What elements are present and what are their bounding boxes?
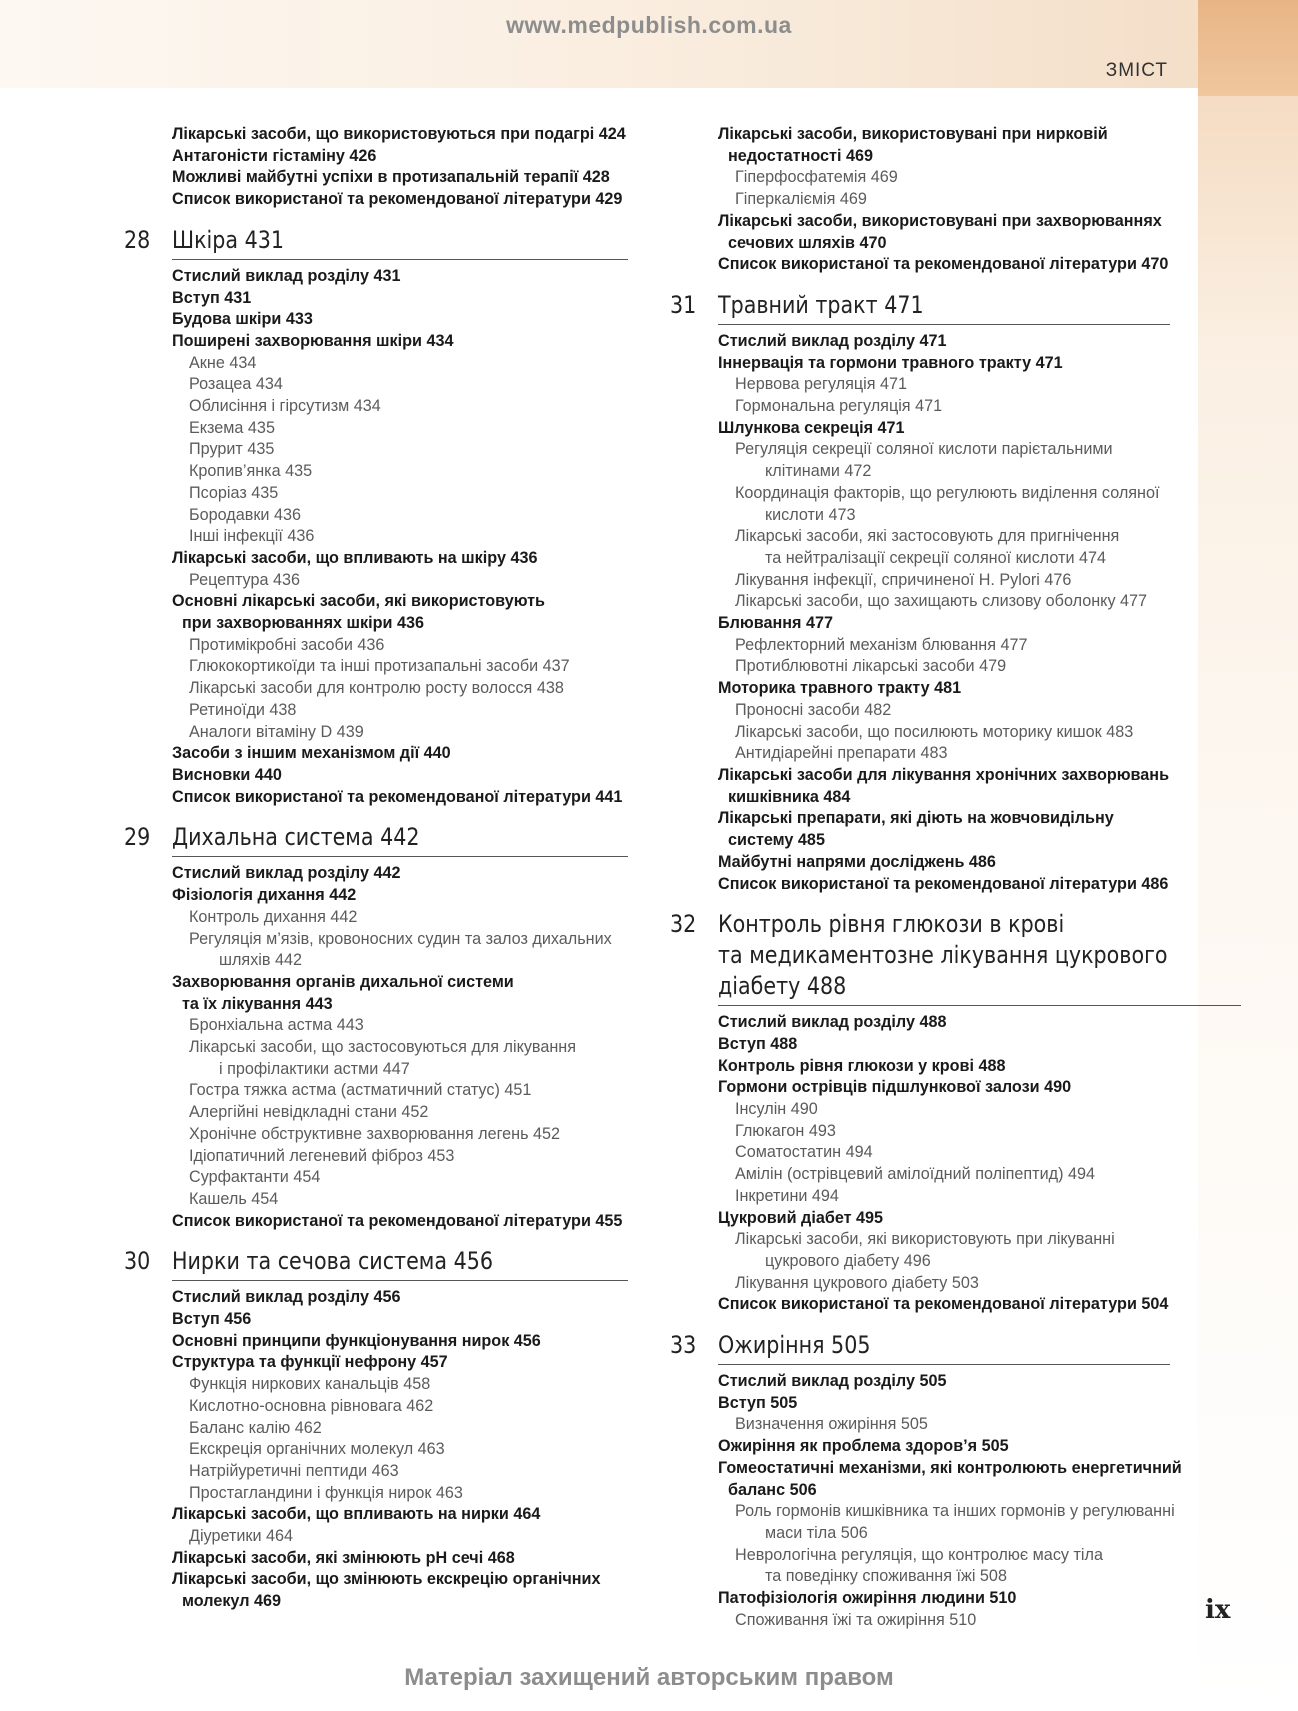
toc-entry: Рецептура 436 xyxy=(189,570,300,589)
toc-entry: Лікарські засоби, що захищають слизову оболонку 477 xyxy=(735,592,1148,611)
chapter-title: Ожиріння 505 xyxy=(718,1330,1170,1365)
page-edge-strip xyxy=(1198,0,1298,1711)
toc-entry: Основні лікарські засоби, які використовують xyxy=(172,592,545,611)
toc-entry: Блювання 477 xyxy=(718,614,833,633)
toc-entry: Лікарські засоби, які змінюють pH сечі 468 xyxy=(172,1548,515,1567)
toc-entry: Засоби з іншим механізмом дії 440 xyxy=(172,744,451,763)
toc-entry: Стислий виклад розділу 431 xyxy=(172,266,401,285)
toc-entry: Аналоги вітаміну D 439 xyxy=(189,722,364,741)
toc-entry: Глюкагон 493 xyxy=(735,1121,836,1140)
toc-left-column xyxy=(124,124,628,1613)
toc-entry: Шлункова секреція 471 xyxy=(718,418,905,437)
chapter-heading xyxy=(124,225,628,260)
toc-entry: та нейтралізації секреції соляної кислоти 474 xyxy=(765,548,1107,567)
toc-entry: Протимікробні засоби 436 xyxy=(189,635,385,654)
toc-entry: Стислий виклад розділу 456 xyxy=(172,1288,401,1307)
toc-entry: Гіперкаліємія 469 xyxy=(735,190,867,209)
toc-entry: Визначення ожиріння 505 xyxy=(735,1415,928,1434)
toc-entry: Фізіологія дихання 442 xyxy=(172,886,357,905)
toc-entry: Стислий виклад розділу 442 xyxy=(172,864,401,883)
toc-entry: Акне 434 xyxy=(189,353,257,372)
toc-entry: Інсулін 490 xyxy=(735,1100,818,1119)
toc-entry: Будова шкіри 433 xyxy=(172,310,313,329)
toc-entry: і профілактики астми 447 xyxy=(219,1059,410,1078)
toc-entry: Інші інфекції 436 xyxy=(189,527,315,546)
toc-entry: Псоріаз 435 xyxy=(189,483,279,502)
toc-entry: Список використаної та рекомендованої літератури 486 xyxy=(718,874,1169,893)
toc-entry: Регуляція м’язів, кровоносних судин та залоз дихальних xyxy=(189,929,612,948)
toc-entry: Лікарські препарати, які діють на жовчовидільну xyxy=(718,809,1114,828)
toc-entry: Лікарські засоби, що застосовуються для лікування xyxy=(189,1038,576,1057)
toc-entry: Лікарські засоби для контролю росту волосся 438 xyxy=(189,679,564,698)
toc-entry: Лікарські засоби, які застосовують для пригнічення xyxy=(735,527,1120,546)
toc-entry: Соматостатин 494 xyxy=(735,1143,873,1162)
toc-entry: Регуляція секреції соляної кислоти парієтальними xyxy=(735,440,1113,459)
toc-entry: Проносні засоби 482 xyxy=(735,700,892,719)
toc-entry: Цукровий діабет 495 xyxy=(718,1208,884,1227)
toc-entry: Майбутні напрями досліджень 486 xyxy=(718,852,996,871)
toc-entry: Кашель 454 xyxy=(189,1189,279,1208)
chapter-title: Нирки та сечова система 456 xyxy=(172,1246,628,1281)
toc-entry: Лікарські засоби, використовувані при захворюваннях xyxy=(718,211,1162,230)
toc-entry: Простагландини і функція нирок 463 xyxy=(189,1483,463,1502)
toc-entry: кишківника 484 xyxy=(728,787,851,806)
toc-entry: кислоти 473 xyxy=(765,505,856,524)
toc-entry: при захворюваннях шкіри 436 xyxy=(182,614,424,633)
toc-entry: Список використаної та рекомендованої літератури 504 xyxy=(718,1295,1169,1314)
watermark-bottom: Матеріал захищений авторським правом xyxy=(404,1664,894,1691)
toc-entry: Поширені захворювання шкіри 434 xyxy=(172,331,454,350)
toc-entry: Прурит 435 xyxy=(189,440,275,459)
toc-entry: маси тіла 506 xyxy=(765,1523,868,1542)
toc-entry: Лікування цукрового діабету 503 xyxy=(735,1273,979,1292)
toc-entry: Сурфактанти 454 xyxy=(189,1168,321,1187)
toc-entry: Лікування інфекції, спричиненої H. Pylori 476 xyxy=(735,570,1072,589)
toc-entry: Гомеостатичні механізми, які контролюють енергетичний xyxy=(718,1458,1182,1477)
running-header: ЗМІСТ xyxy=(1105,60,1168,81)
toc-entry: Екскреція органічних молекул 463 xyxy=(189,1440,445,1459)
toc-entry: та їх лікування 443 xyxy=(182,994,333,1013)
toc-entry: Стислий виклад розділу 471 xyxy=(718,331,947,350)
toc-entry: Гіперфосфатемія 469 xyxy=(735,168,898,187)
toc-entry: систему 485 xyxy=(728,831,825,850)
toc-entry: Лікарські засоби, що змінюють екскрецію органічних xyxy=(172,1570,601,1589)
toc-entry: Стислий виклад розділу 505 xyxy=(718,1372,947,1391)
chapter-number: 30 xyxy=(124,1247,151,1276)
toc-entry: Ожиріння як проблема здоров’я 505 xyxy=(718,1437,1009,1456)
chapter-number: 31 xyxy=(670,290,697,319)
toc-entry: Антагоністи гістаміну 426 xyxy=(172,146,377,165)
toc-entry: Баланс калію 462 xyxy=(189,1418,322,1437)
toc-entry: сечових шляхів 470 xyxy=(728,233,887,252)
toc-entry: Лікарські засоби, що використовуються при подагрі 424 xyxy=(172,125,626,143)
toc-entry: Гормони острівців підшлункової залози 490 xyxy=(718,1078,1072,1097)
toc-entry: Висновки 440 xyxy=(172,765,282,784)
chapter-heading xyxy=(124,1246,628,1281)
toc-entry: баланс 506 xyxy=(728,1480,817,1499)
chapter-number: 32 xyxy=(670,910,697,939)
toc-entry: Діуретики 464 xyxy=(189,1527,294,1546)
toc-entry: Стислий виклад розділу 488 xyxy=(718,1013,947,1032)
toc-entry: Вступ 505 xyxy=(718,1393,798,1412)
toc-entry: шляхів 442 xyxy=(219,951,302,970)
toc-entry: Амілін (острівцевий амілоїдний поліпептид) 494 xyxy=(735,1165,1095,1184)
toc-entry: Ретиноїди 438 xyxy=(189,700,297,719)
toc-entry: Споживання їжі та ожиріння 510 xyxy=(735,1610,977,1629)
toc-entry: Натрійуретичні пептиди 463 xyxy=(189,1461,399,1480)
toc-entry: Екзема 435 xyxy=(189,418,275,437)
toc-entry: Моторика травного тракту 481 xyxy=(718,679,962,698)
toc-entry: Захворювання органів дихальної системи xyxy=(172,972,514,991)
toc-entry: Бронхіальна астма 443 xyxy=(189,1016,364,1035)
chapter-title: Шкіра 431 xyxy=(172,225,628,260)
toc-entry: цукрового діабету 496 xyxy=(765,1251,931,1270)
toc-entry: Кропив’янка 435 xyxy=(189,462,313,481)
toc-entry: Лікарські засоби, що впливають на шкіру 436 xyxy=(172,548,538,567)
chapter-heading xyxy=(670,909,1170,1006)
toc-entry: Список використаної та рекомендованої літератури 455 xyxy=(172,1211,623,1230)
toc-entry: Контроль рівня глюкози у крові 488 xyxy=(718,1056,1006,1075)
page-number: ix xyxy=(1205,1595,1231,1625)
toc-entry: Протиблювотні лікарські засоби 479 xyxy=(735,657,1007,676)
toc-entry: молекул 469 xyxy=(182,1592,281,1611)
toc-entry: Лікарські засоби для лікування хронічних захворювань xyxy=(718,765,1170,784)
toc-entry: Основні принципи функціонування нирок 456 xyxy=(172,1331,541,1350)
toc-entry: Кислотно-основна рівновага 462 xyxy=(189,1396,434,1415)
toc-entry: Вступ 431 xyxy=(172,288,252,307)
chapter-heading xyxy=(670,1330,1170,1365)
chapter-number: 28 xyxy=(124,225,151,254)
toc-entry: Координація факторів, що регулюють виділення соляної xyxy=(735,483,1160,502)
chapter-number: 29 xyxy=(124,823,151,852)
toc-entry: Антидіарейні препарати 483 xyxy=(735,744,948,763)
toc-right-column xyxy=(670,124,1182,1631)
toc-entry: Список використаної та рекомендованої літератури 429 xyxy=(172,190,623,209)
toc-entry: та поведінку споживання їжі 508 xyxy=(765,1567,1007,1586)
toc-entry: Глюкокортикоїди та інші протизапальні засоби 437 xyxy=(189,657,570,676)
toc-entry: клітинами 472 xyxy=(765,462,872,481)
toc-entry: Інкретини 494 xyxy=(735,1186,839,1205)
toc-entry: Патофізіологія ожиріння людини 510 xyxy=(718,1589,1017,1608)
toc-entry: Список використаної та рекомендованої літератури 470 xyxy=(718,255,1169,274)
toc-entry: Гостра тяжка астма (астматичний статус) 451 xyxy=(189,1081,532,1100)
chapter-number: 33 xyxy=(670,1331,697,1360)
watermark-top: www.medpublish.com.ua xyxy=(506,12,792,38)
toc-entry: Лікарські засоби, що посилюють моторику кишок 483 xyxy=(735,722,1134,741)
chapter-heading xyxy=(670,290,1170,325)
toc-entry: Неврологічна регуляція, що контролює масу тіла xyxy=(735,1545,1103,1564)
toc-entry: Можливі майбутні успіхи в протизапальній терапії 428 xyxy=(172,168,610,187)
toc-entry: Контроль дихання 442 xyxy=(189,907,358,926)
chapter-title: Дихальна система 442 xyxy=(172,822,628,857)
toc-entry: Нервова регуляція 471 xyxy=(735,375,908,394)
toc-entry: Вступ 456 xyxy=(172,1310,252,1329)
chapter-heading xyxy=(124,822,628,857)
toc-entry: Структура та функції нефрону 457 xyxy=(172,1353,448,1372)
toc-entry: Лікарські засоби, які використовують при лікуванні xyxy=(735,1230,1115,1249)
toc-entry: Ідіопатичний легеневий фіброз 453 xyxy=(189,1146,455,1165)
chapter-title: Контроль рівня глюкози в крові та медикаментозне лікування цукрового діабету 488 xyxy=(718,909,1241,1006)
toc-entry: недостатності 469 xyxy=(728,146,873,165)
chapter-title: Травний тракт 471 xyxy=(718,290,1170,325)
toc-entry: Лікарські засоби, що впливають на нирки 464 xyxy=(172,1505,541,1524)
toc-entry: Розацеа 434 xyxy=(189,375,283,394)
toc-entry: Хронічне обструктивне захворювання легень 452 xyxy=(189,1124,561,1143)
toc-entry: Гормональна регуляція 471 xyxy=(735,397,943,416)
toc-entry: Облисіння і гірсутизм 434 xyxy=(189,397,381,416)
toc-entry: Лікарські засоби, використовувані при нирковій xyxy=(718,125,1108,143)
toc-entry: Бородавки 436 xyxy=(189,505,301,524)
toc-entry: Список використаної та рекомендованої літератури 441 xyxy=(172,787,623,806)
toc-entry: Роль гормонів кишківника та інших гормонів у регулюванні xyxy=(735,1502,1175,1521)
toc-entry: Функція ниркових канальців 458 xyxy=(189,1375,431,1394)
toc-entry: Іннервація та гормони травного тракту 471 xyxy=(718,353,1063,372)
toc-entry: Алергійні невідкладні стани 452 xyxy=(189,1103,429,1122)
toc-entry: Рефлекторний механізм блювання 477 xyxy=(735,635,1028,654)
toc-entry: Вступ 488 xyxy=(718,1034,798,1053)
